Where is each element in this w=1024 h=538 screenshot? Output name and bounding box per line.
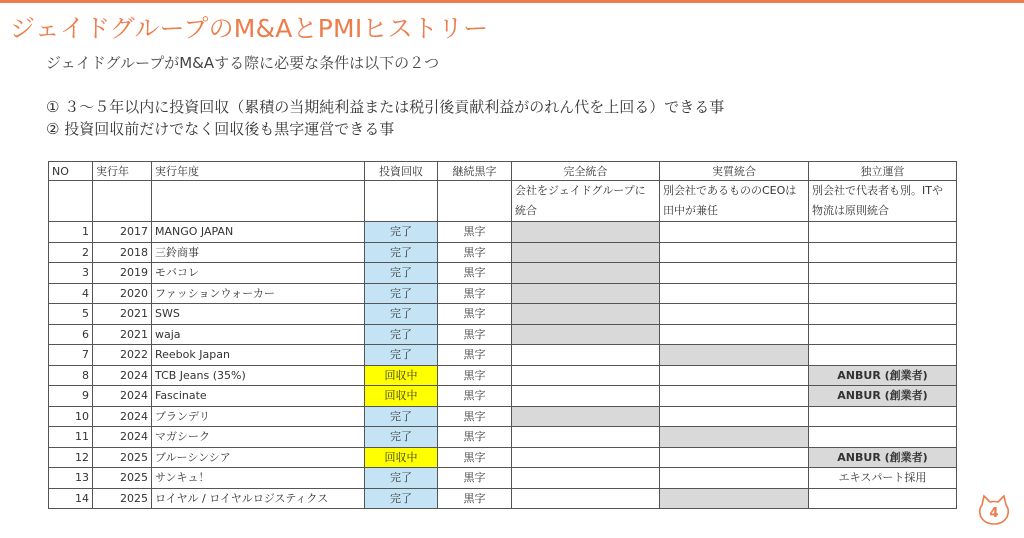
- table-row: [49, 242, 957, 263]
- row-company: SWS: [152, 304, 365, 325]
- row-payback-status: 完了: [365, 283, 438, 304]
- header-no: NO: [49, 162, 93, 181]
- desc-full-integration: 会社をジェイドグループに統合: [512, 181, 660, 222]
- row-substantive-integration: [660, 324, 809, 345]
- row-independent: エキスパート採用: [809, 468, 957, 489]
- page-subtitle: ジェイドグループがM&Aする際に必要な条件は以下の２つ: [46, 54, 440, 72]
- row-substantive-integration: [660, 283, 809, 304]
- row-company: 三鈴商事: [152, 242, 365, 263]
- row-independent: [809, 488, 957, 509]
- row-payback-status: 完了: [365, 488, 438, 509]
- row-payback-status: 完了: [365, 324, 438, 345]
- row-payback-status: 回収中: [365, 386, 438, 407]
- row-substantive-integration: [660, 263, 809, 284]
- table-row: [49, 304, 957, 325]
- row-independent: [809, 324, 957, 345]
- row-profit-status: 黒字: [438, 345, 512, 366]
- table-row: [49, 427, 957, 448]
- row-year: 2024: [93, 406, 152, 427]
- table-row: [49, 488, 957, 509]
- row-substantive-integration: [660, 468, 809, 489]
- header-payback: 投資回収: [365, 162, 438, 181]
- row-full-integration: [512, 488, 660, 509]
- row-no: 12: [49, 447, 93, 468]
- row-year: 2018: [93, 242, 152, 263]
- row-no: 9: [49, 386, 93, 407]
- row-payback-status: 完了: [365, 345, 438, 366]
- desc-empty: [438, 181, 512, 222]
- desc-empty: [152, 181, 365, 222]
- row-full-integration: [512, 386, 660, 407]
- cat-face-icon: [976, 494, 1012, 526]
- row-substantive-integration: [660, 365, 809, 386]
- row-company: MANGO JAPAN: [152, 222, 365, 243]
- desc-independent: 別会社で代表者も別。ITや物流は原則統合: [809, 181, 957, 222]
- header-profit: 継続黒字: [438, 162, 512, 181]
- row-substantive-integration: [660, 447, 809, 468]
- row-profit-status: 黒字: [438, 222, 512, 243]
- row-company: ファッションウォーカー: [152, 283, 365, 304]
- row-year: 2017: [93, 222, 152, 243]
- row-payback-status: 完了: [365, 427, 438, 448]
- table-row: [49, 386, 957, 407]
- row-profit-status: 黒字: [438, 447, 512, 468]
- row-full-integration: [512, 222, 660, 243]
- row-no: 3: [49, 263, 93, 284]
- table-row: [49, 283, 957, 304]
- row-substantive-integration: [660, 386, 809, 407]
- row-year: 2024: [93, 427, 152, 448]
- row-payback-status: 完了: [365, 468, 438, 489]
- row-profit-status: 黒字: [438, 427, 512, 448]
- row-year: 2025: [93, 488, 152, 509]
- row-year: 2020: [93, 283, 152, 304]
- row-profit-status: 黒字: [438, 406, 512, 427]
- row-substantive-integration: [660, 345, 809, 366]
- desc-empty: [93, 181, 152, 222]
- table-row: [49, 406, 957, 427]
- row-no: 7: [49, 345, 93, 366]
- row-full-integration: [512, 242, 660, 263]
- row-full-integration: [512, 468, 660, 489]
- row-company: ロイヤル / ロイヤルロジスティクス: [152, 488, 365, 509]
- row-company: Reebok Japan: [152, 345, 365, 366]
- row-full-integration: [512, 283, 660, 304]
- page-number: 4: [989, 506, 999, 521]
- row-profit-status: 黒字: [438, 468, 512, 489]
- row-substantive-integration: [660, 242, 809, 263]
- row-profit-status: 黒字: [438, 242, 512, 263]
- row-substantive-integration: [660, 222, 809, 243]
- row-full-integration: [512, 345, 660, 366]
- row-no: 14: [49, 488, 93, 509]
- row-profit-status: 黒字: [438, 283, 512, 304]
- row-full-integration: [512, 427, 660, 448]
- row-company: モバコレ: [152, 263, 365, 284]
- row-payback-status: 完了: [365, 406, 438, 427]
- table-row: [49, 263, 957, 284]
- row-profit-status: 黒字: [438, 263, 512, 284]
- top-accent-bar: [0, 0, 1024, 3]
- desc-substantive-integration: 別会社であるもののCEOは田中が兼任: [660, 181, 809, 222]
- row-full-integration: [512, 263, 660, 284]
- table-row: [49, 447, 957, 468]
- row-year: 2025: [93, 468, 152, 489]
- row-no: 2: [49, 242, 93, 263]
- row-company: ブランデリ: [152, 406, 365, 427]
- header-company: 実行年度: [152, 162, 365, 181]
- desc-empty: [49, 181, 93, 222]
- header-substantive-integration: 実質統合: [660, 162, 809, 181]
- row-company: Fascinate: [152, 386, 365, 407]
- row-independent: [809, 222, 957, 243]
- row-full-integration: [512, 447, 660, 468]
- row-payback-status: 回収中: [365, 447, 438, 468]
- row-payback-status: 完了: [365, 263, 438, 284]
- row-year: 2021: [93, 304, 152, 325]
- row-independent: ANBUR (創業者): [809, 386, 957, 407]
- row-no: 5: [49, 304, 93, 325]
- row-independent: ANBUR (創業者): [809, 447, 957, 468]
- row-company: TCB Jeans (35%): [152, 365, 365, 386]
- row-no: 8: [49, 365, 93, 386]
- row-independent: [809, 345, 957, 366]
- row-independent: [809, 263, 957, 284]
- row-independent: ANBUR (創業者): [809, 365, 957, 386]
- header-year: 実行年: [93, 162, 152, 181]
- row-full-integration: [512, 324, 660, 345]
- row-year: 2024: [93, 365, 152, 386]
- row-year: 2019: [93, 263, 152, 284]
- row-profit-status: 黒字: [438, 488, 512, 509]
- row-full-integration: [512, 304, 660, 325]
- row-no: 11: [49, 427, 93, 448]
- row-independent: [809, 242, 957, 263]
- table-description-row: [49, 181, 957, 222]
- desc-empty: [365, 181, 438, 222]
- row-substantive-integration: [660, 304, 809, 325]
- table-row: [49, 324, 957, 345]
- row-year: 2021: [93, 324, 152, 345]
- row-profit-status: 黒字: [438, 324, 512, 345]
- ma-history-table: [48, 161, 957, 509]
- row-payback-status: 回収中: [365, 365, 438, 386]
- row-payback-status: 完了: [365, 304, 438, 325]
- table-row: [49, 365, 957, 386]
- row-payback-status: 完了: [365, 242, 438, 263]
- table-row: [49, 345, 957, 366]
- condition-2: ② 投資回収前だけでなく回収後も黒字運営できる事: [46, 120, 395, 138]
- row-company: ブルーシンシア: [152, 447, 365, 468]
- row-independent: [809, 406, 957, 427]
- header-independent: 独立運営: [809, 162, 957, 181]
- row-no: 1: [49, 222, 93, 243]
- table-row: [49, 222, 957, 243]
- header-full-integration: 完全統合: [512, 162, 660, 181]
- row-payback-status: 完了: [365, 222, 438, 243]
- row-substantive-integration: [660, 488, 809, 509]
- row-independent: [809, 427, 957, 448]
- row-independent: [809, 304, 957, 325]
- row-company: マガシーク: [152, 427, 365, 448]
- row-year: 2022: [93, 345, 152, 366]
- row-no: 10: [49, 406, 93, 427]
- row-profit-status: 黒字: [438, 386, 512, 407]
- row-independent: [809, 283, 957, 304]
- row-company: waja: [152, 324, 365, 345]
- row-year: 2025: [93, 447, 152, 468]
- row-no: 6: [49, 324, 93, 345]
- row-profit-status: 黒字: [438, 304, 512, 325]
- page-title: ジェイドグループのM&AとPMIヒストリー: [10, 14, 489, 43]
- condition-1: ① ３～５年以内に投資回収（累積の当期純利益または税引後貢献利益がのれん代を上回る）できる事: [46, 98, 725, 116]
- row-substantive-integration: [660, 427, 809, 448]
- row-no: 13: [49, 468, 93, 489]
- row-full-integration: [512, 365, 660, 386]
- table-header-row: [49, 162, 957, 181]
- row-company: サンキュ！: [152, 468, 365, 489]
- row-year: 2024: [93, 386, 152, 407]
- row-full-integration: [512, 406, 660, 427]
- row-no: 4: [49, 283, 93, 304]
- table-row: [49, 468, 957, 489]
- row-profit-status: 黒字: [438, 365, 512, 386]
- row-substantive-integration: [660, 406, 809, 427]
